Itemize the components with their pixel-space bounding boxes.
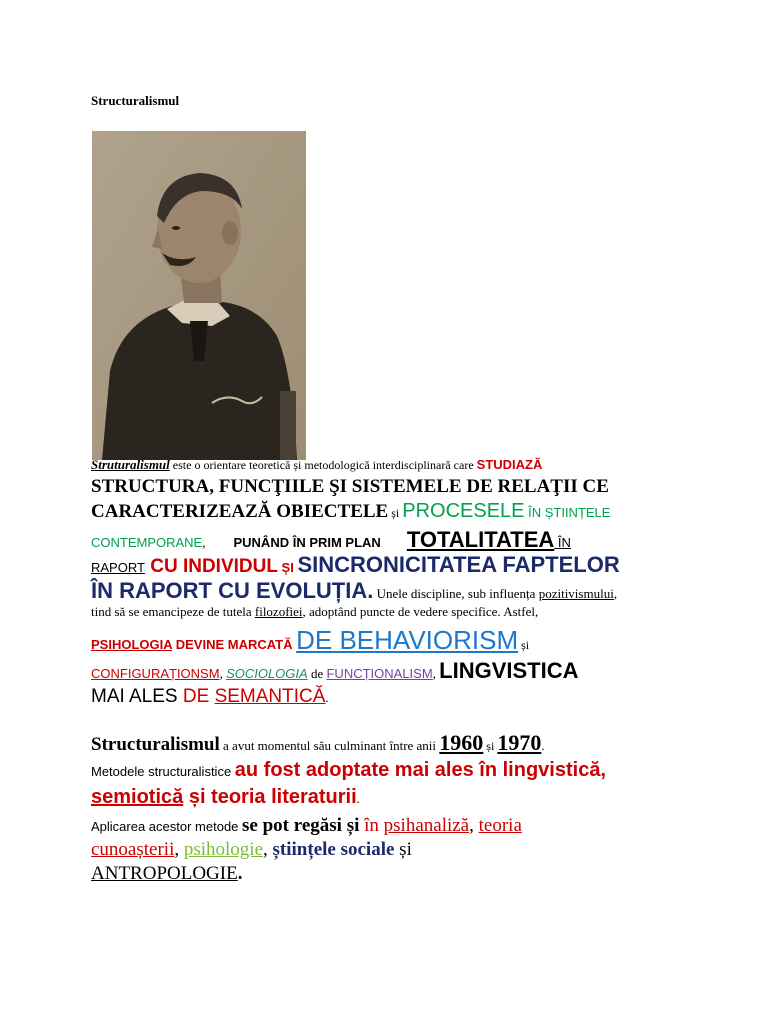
comma-3: , bbox=[219, 666, 227, 682]
text-punand: PUNÂND ÎN PRIM PLAN bbox=[233, 534, 381, 550]
term-studiaza: STUDIAZĂ bbox=[476, 457, 543, 472]
text-line-13 bbox=[91, 786, 691, 809]
body-text bbox=[91, 456, 691, 885]
term-behaviorism: DE BEHAVIORISM bbox=[296, 625, 519, 656]
comma-4: , bbox=[432, 666, 440, 682]
comma-2: , bbox=[613, 586, 618, 602]
text-definition: este o orientare teoretică și metodologică interdisciplinară care bbox=[169, 458, 477, 472]
year-1970: 1970 bbox=[497, 729, 542, 755]
page-title: Structuralismul bbox=[91, 93, 180, 108]
year-1960: 1960 bbox=[439, 729, 484, 755]
text-obiectele: CARACTERIZEAZĂ OBIECTELE bbox=[91, 500, 389, 522]
term-evolutia: ÎN RAPORT CU EVOLUȚIA. bbox=[91, 578, 374, 604]
text-in: ÎN bbox=[554, 534, 571, 550]
term-procesele: PROCESELE bbox=[402, 499, 525, 522]
text-de-2: DE bbox=[182, 685, 215, 707]
period-2: . bbox=[541, 737, 545, 753]
term-configurationsm: CONFIGURAȚIONSM bbox=[91, 666, 220, 682]
text-a-avut: a avut momentul său culminant între anii bbox=[219, 737, 440, 753]
term-semantica: SEMANTICĂ bbox=[214, 685, 326, 707]
period-1: . bbox=[325, 689, 329, 705]
text-line-3 bbox=[91, 500, 691, 523]
text-line-12 bbox=[91, 759, 691, 782]
text-adoptate: au fost adoptate mai ales în lingvistică, bbox=[234, 759, 606, 782]
text-si-3: și bbox=[518, 638, 530, 653]
text-aplicarea: Aplicarea acestor metode bbox=[91, 819, 243, 835]
term-psihologie: psihologie bbox=[183, 839, 264, 861]
term-antropologie: ANTROPOLOGIE bbox=[91, 863, 238, 885]
text-raport: RAPORT bbox=[91, 560, 145, 576]
period-4: . bbox=[237, 863, 243, 885]
text-unele: Unele discipline, sub influența bbox=[373, 586, 539, 602]
term-sincronicitatea: SINCRONICITATEA FAPTELOR bbox=[297, 552, 620, 578]
text-structura: STRUCTURA, FUNCŢIILE ŞI SISTEMELE DE RELAŢII CE bbox=[91, 476, 609, 497]
text-line-11 bbox=[91, 730, 691, 756]
text-si-5: și bbox=[394, 839, 412, 861]
text-de: de bbox=[307, 666, 327, 682]
term-struturalismul: Struturalismul bbox=[91, 457, 170, 472]
text-devine-marcata: DEVINE MARCATĂ bbox=[172, 637, 297, 653]
term-in-stiintele: ÎN ȘTIINȚELE bbox=[524, 504, 611, 520]
text-line-14 bbox=[91, 815, 691, 837]
text-line-16 bbox=[91, 863, 691, 885]
comma-6: , bbox=[174, 839, 184, 861]
portrait-photo bbox=[92, 131, 306, 460]
text-tind: tind să se emancipeze de tutela bbox=[91, 604, 255, 620]
text-line-9 bbox=[91, 658, 691, 683]
text-si-4: și bbox=[483, 738, 498, 753]
term-stiintele-sociale: științele sociale bbox=[272, 839, 395, 861]
text-line-7 bbox=[91, 605, 691, 620]
term-psihologia: PSIHOLOGIA bbox=[91, 637, 173, 653]
text-line-5 bbox=[91, 552, 691, 578]
text-line-6 bbox=[91, 578, 691, 603]
term-cunoasterii: cunoașterii bbox=[91, 839, 175, 861]
term-cu-individul: CU INDIVIDUL bbox=[144, 556, 278, 578]
term-teoria: teoria bbox=[478, 815, 522, 837]
term-totalitatea: TOTALITATEA bbox=[406, 526, 555, 552]
text-line-10 bbox=[91, 686, 691, 708]
text-line-1 bbox=[91, 456, 691, 474]
link-filozofiei: filozofiei bbox=[254, 604, 303, 620]
text-si-1: și bbox=[388, 505, 403, 520]
link-pozitivismului: pozitivismului bbox=[538, 586, 614, 602]
comma-1: , bbox=[202, 534, 206, 550]
text-metodele: Metodele structuralistice bbox=[91, 764, 235, 780]
comma-5: , bbox=[469, 815, 479, 837]
text-structuralismul: Structuralismul bbox=[91, 733, 220, 755]
text-si-2: ȘI bbox=[277, 560, 298, 576]
text-line-8 bbox=[91, 626, 691, 656]
period-3: . bbox=[356, 791, 360, 807]
text-in-2: în bbox=[364, 815, 384, 837]
term-semiotica: semiotică bbox=[91, 786, 184, 809]
term-psihanaliza: psihanaliză bbox=[383, 815, 470, 837]
text-line-15 bbox=[91, 839, 691, 861]
term-contemporane: CONTEMPORANE bbox=[91, 534, 203, 550]
term-sociologia: SOCIOLOGIA bbox=[226, 666, 308, 682]
text-se-pot: se pot regăsi și bbox=[242, 815, 365, 837]
text-line-4 bbox=[91, 527, 691, 552]
text-teoria-literaturii: și teoria literaturii bbox=[183, 786, 357, 809]
term-lingvistica: LINGVISTICA bbox=[439, 658, 579, 684]
term-functionalism: FUNCȚIONALISM bbox=[326, 666, 433, 682]
text-line-2 bbox=[91, 476, 691, 498]
text-adoptand: , adoptând puncte de vedere specifice. Astfel, bbox=[302, 604, 539, 620]
text-mai-ales: MAI ALES bbox=[91, 685, 183, 707]
comma-7: , bbox=[263, 839, 273, 861]
